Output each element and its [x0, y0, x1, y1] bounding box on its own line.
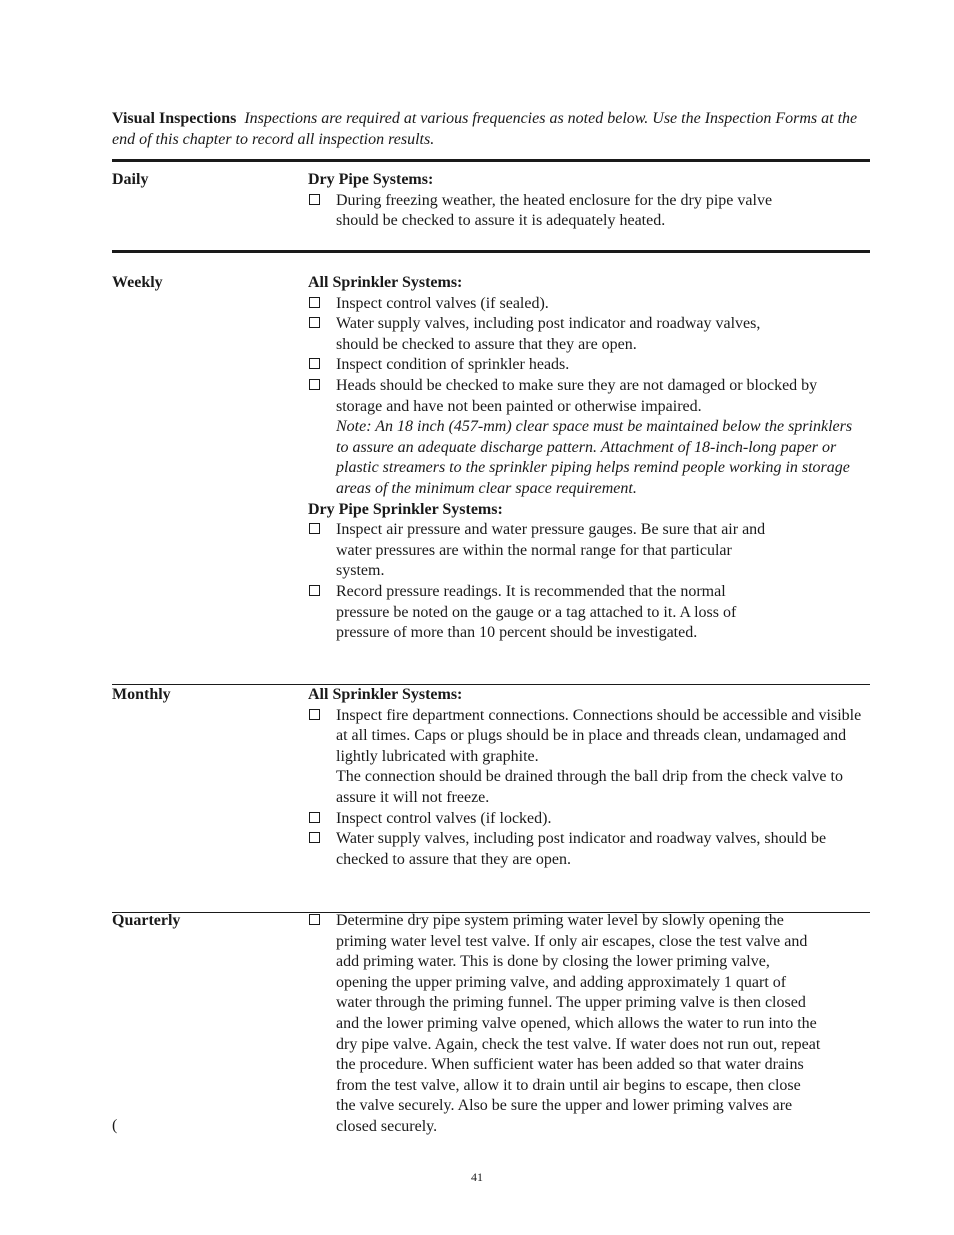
checkbox-icon[interactable]	[309, 297, 320, 308]
intro-title: Visual Inspections	[112, 110, 237, 127]
section-monthly	[308, 685, 868, 870]
stray-parenthesis: (	[112, 1117, 118, 1134]
checkbox-icon[interactable]	[309, 523, 320, 534]
label-monthly: Monthly	[112, 686, 171, 703]
list-item: Heads should be checked to make sure they are not damaged or blocked by storage and have not been painted or otherwise impaired.	[308, 376, 841, 417]
list-item: Water supply valves, including post indicator and roadway valves, should be checked to assure that they are open.	[308, 829, 868, 870]
checkbox-icon[interactable]	[309, 709, 320, 720]
list-item: Inspect control valves (if sealed).	[308, 294, 806, 315]
intro-paragraph	[112, 108, 862, 150]
divider-top	[112, 159, 870, 162]
checkbox-icon[interactable]	[309, 358, 320, 369]
label-quarterly: Quarterly	[112, 912, 181, 929]
checkbox-icon[interactable]	[309, 194, 320, 205]
checkbox-icon[interactable]	[309, 379, 320, 390]
checkbox-icon[interactable]	[309, 832, 320, 843]
checkbox-icon[interactable]	[309, 585, 320, 596]
weekly-heading-all: All Sprinkler Systems:	[308, 274, 463, 291]
list-item: Record pressure readings. It is recommended that the normal pressure be noted on the gauge or a tag attached to it. A loss of pressure of more than 10 percent should be investigated.	[308, 582, 776, 644]
list-item: Inspect control valves (if locked).	[308, 809, 868, 830]
page-number: 41	[471, 1170, 483, 1184]
divider-daily	[112, 250, 870, 253]
weekly-note: Note: An 18 inch (457-mm) clear space must be maintained below the sprinklers to assure an adequate discharge pattern. Attachment of 18-inch-long paper or plastic streamers to the sprinkler piping helps remind people working in storage areas of the minimum clear space requirement.	[336, 418, 853, 497]
section-weekly	[308, 273, 868, 644]
checkbox-icon[interactable]	[309, 812, 320, 823]
list-item: Inspect air pressure and water pressure gauges. Be sure that air and water pressures are within the normal range for that particular system.	[308, 520, 781, 582]
list-item: During freezing weather, the heated enclosure for the dry pipe valve should be checked to assure it is adequately heated.	[308, 191, 808, 232]
list-item: Inspect condition of sprinkler heads.	[308, 355, 806, 376]
label-weekly: Weekly	[112, 274, 163, 291]
label-daily: Daily	[112, 171, 149, 188]
intro-text: Inspections are required at various frequencies as noted below. Use the Inspection Forms at the end of this chapter to record all inspection results.	[112, 110, 858, 148]
daily-heading: Dry Pipe Systems:	[308, 171, 434, 188]
monthly-heading: All Sprinkler Systems:	[308, 686, 463, 703]
section-quarterly	[308, 911, 823, 1138]
weekly-heading-dry: Dry Pipe Sprinkler Systems:	[308, 500, 503, 518]
list-item: Determine dry pipe system priming water level by slowly opening the priming water level test valve. If only air escapes, close the test valve and add priming water. This is done by closing the lower priming valve, opening the upper priming valve, and adding approximately 1 quart of water through the priming funnel. The upper priming valve is then closed and the lower priming valve opened, which allows the water to run into the dry pipe valve. Again, check the test valve. If water does not run out, repeat the procedure. When sufficient water has been added so that water drains from the test valve, allow it to drain until air begins to escape, then close the valve securely. Also be sure the upper and lower priming valves are closed securely.	[308, 911, 823, 1138]
checkbox-icon[interactable]	[309, 914, 320, 925]
list-item: Inspect fire department connections. Connections should be accessible and visible at all times. Caps or plugs should be in place and threads clean, undamaged and lightly lubricated with graphite. The connection should be drained through the ball drip from the check valve to assure it will not freeze.	[308, 706, 868, 809]
section-daily	[308, 170, 808, 232]
checkbox-icon[interactable]	[309, 317, 320, 328]
list-item: Water supply valves, including post indicator and roadway valves, should be checked to assure that they are open.	[308, 314, 806, 355]
